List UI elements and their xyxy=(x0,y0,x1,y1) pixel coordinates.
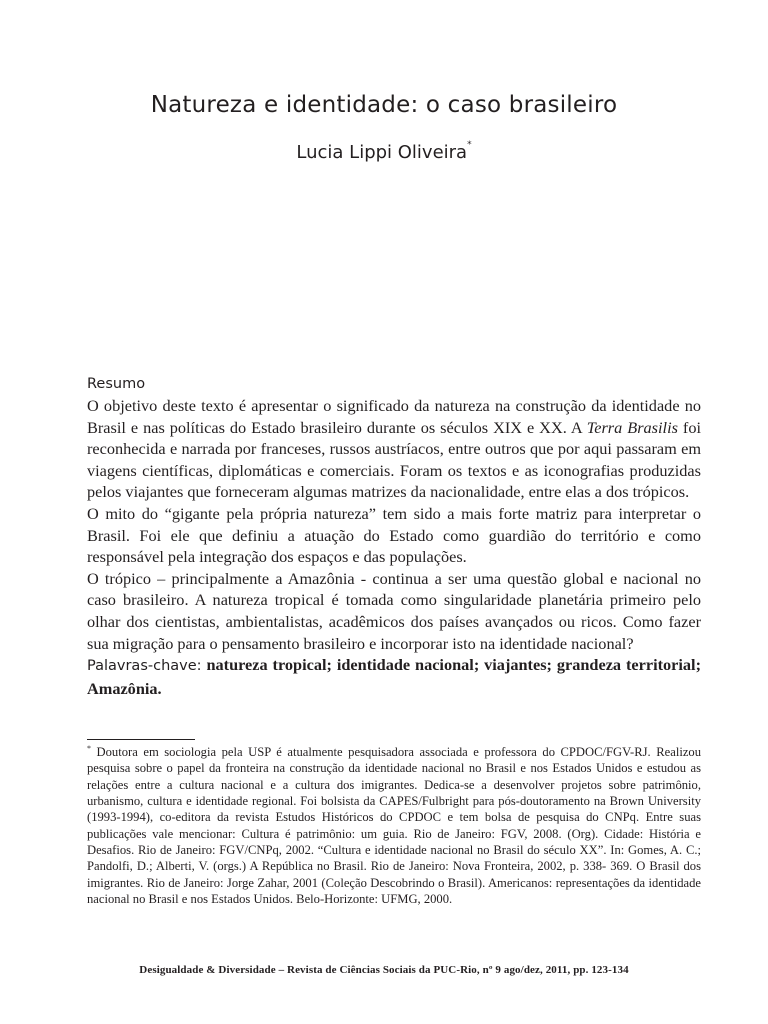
footnote-text: Doutora em sociologia pela USP é atualmente pesquisadora associada e professora do CPDOC/FGV-RJ. Realizou pesquisa sobre o papel da fronteira na construção da identidade nacional no Brasil e nos Estados Unidos e estudou as relações entre a cultura nacional e a cultura dos imigrantes. Dedica-se a desenvolver projetos sobre patrimônio, urbanismo, cultura e identidade regional. Foi bolsista da CAPES/Fulbright para pós-doutoramento na Brown University (1993-1994), co-editora da revista Estudos Históricos do CPDOC e tem bolsa de pesquisa do CNPq. Entre suas publicações vale mencionar: Cultura é patrimônio: um guia. Rio de Janeiro: FGV, 2008. (Org). Cidade: História e Desafios. Rio de Janeiro: FGV/CNPq, 2002. “Cultura e identidade nacional no Brasil do século XX”. In: Gomes, A. C.; Pandolfi, D.; Alberti, V. (orgs.) A República no Brasil. Rio de Janeiro: Nova Fronteira, 2002, p. 338- 369. O Brasil dos imigrantes. Rio de Janeiro: Jorge Zahar, 2001 (Coleção Descobrindo o Brasil). Americanos: representações da identidade nacional no Brasil e nos Estados Unidos. Belo-Horizonte: UFMG, 2000. xyxy=(87,745,701,906)
footnote-rule xyxy=(87,739,195,740)
paper-title: Natureza e identidade: o caso brasileiro xyxy=(150,92,618,118)
abstract-heading: Resumo xyxy=(87,376,146,392)
keywords-label: Palavras-chave: xyxy=(87,658,202,675)
author-name: Lucia Lippi Oliveira xyxy=(296,142,468,163)
abstract xyxy=(87,374,701,699)
journal-footer: Desigualdade & Diversidade – Revista de Ciências Sociais da PUC-Rio, nº 9 ago/dez, 2011, pp. 123-134 xyxy=(139,964,629,976)
keywords xyxy=(87,654,701,699)
abstract-paragraph-1 xyxy=(87,395,701,503)
keywords-text: natureza tropical; identidade nacional; viajantes; grandeza territorial; Amazônia. xyxy=(87,655,701,698)
abstract-p1-text-b: foi reconhecida e narrada por franceses, russos austríacos, entre outros que por aqui passaram em viagens científicas, diplomáticas e comerciais. Foram os textos e as iconografias produzidas pelos viajantes que forneceram algumas matrizes da nacionalidade, entre elas a dos trópicos. xyxy=(87,417,702,502)
author-footnote-marker: * xyxy=(467,140,472,150)
abstract-p1-italic: Terra Brasilis xyxy=(586,417,678,437)
abstract-paragraph-3: O trópico – principalmente a Amazônia - continua a ser uma questão global e nacional no caso brasileiro. A natureza tropical é tomada como singularidade planetária primeiro pelo olhar dos cientistas, ambientalistas, acadêmicos dos países avançados ou ricos. Como fazer sua migração para o pensamento brasileiro e incorporar isto na identidade nacional? xyxy=(87,568,701,653)
footnote xyxy=(87,741,701,907)
abstract-p1-text-a: O objetivo deste texto é apresentar o significado da natureza na construção da identidade no Brasil e nas políticas do Estado brasileiro durante os séculos XIX e XX. A xyxy=(87,396,701,437)
footnote-paragraph xyxy=(87,741,701,907)
footnote-marker: * xyxy=(87,744,91,753)
abstract-paragraph-2: O mito do “gigante pela própria natureza” tem sido a mais forte matriz para interpretar o Brasil. Foi ele que definiu a atuação do Estado como guardião do território e como responsável pela integração dos espaços e das populações. xyxy=(87,503,701,567)
author-line xyxy=(0,142,768,163)
